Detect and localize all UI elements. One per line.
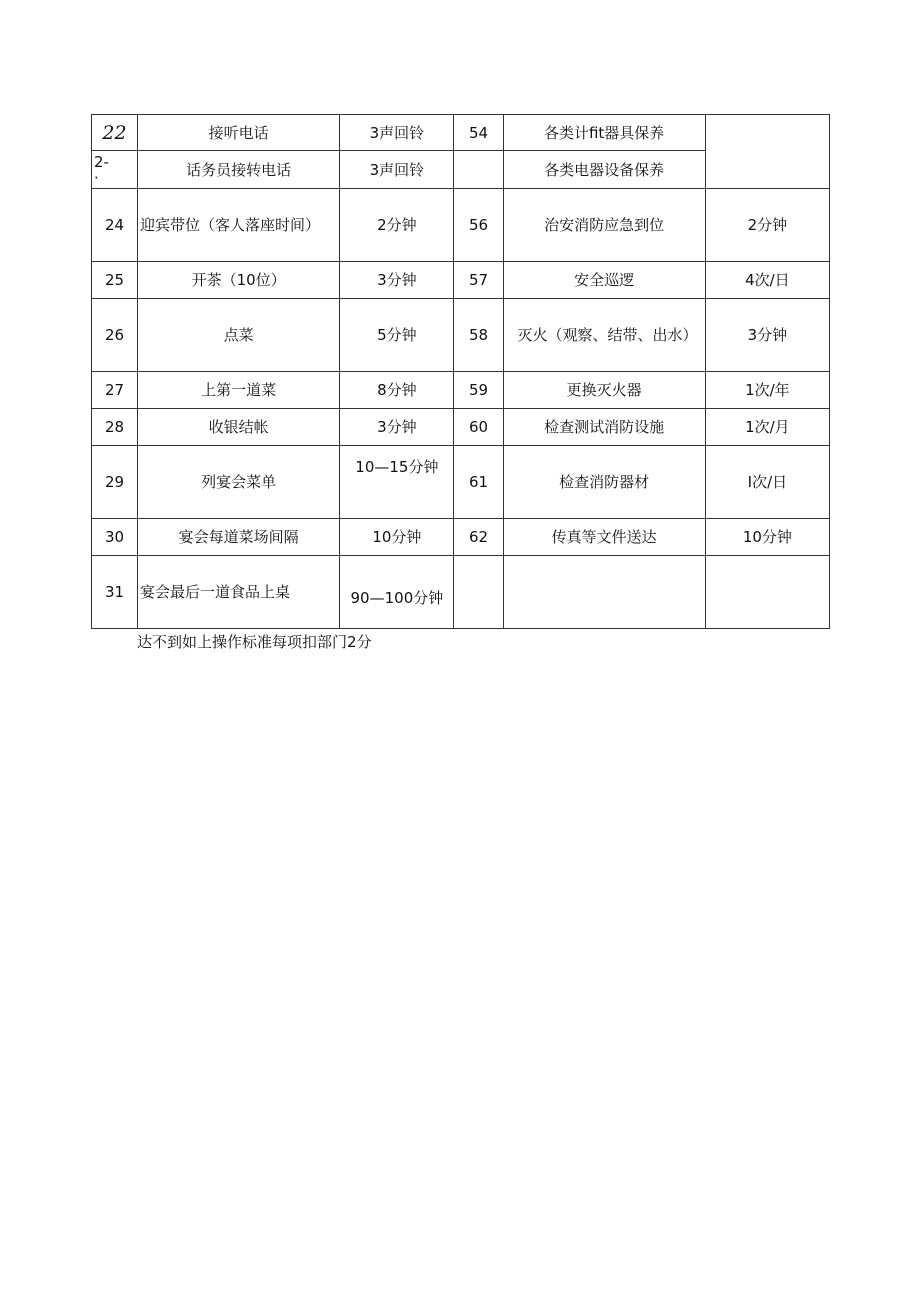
item-number: 25: [92, 262, 138, 299]
item-name: 迎宾带位（客人落座时间）: [138, 189, 340, 262]
item-number: 29: [92, 446, 138, 519]
item-name: 检查消防器材: [503, 446, 705, 519]
item-standard: 8分钟: [340, 372, 454, 409]
item-name: 列宴会菜单: [138, 446, 340, 519]
item-standard: 2分钟: [340, 189, 454, 262]
item-name: 宴会最后一道食品上桌: [138, 556, 340, 629]
item-name: 更换灭火器: [503, 372, 705, 409]
table-row: [92, 189, 830, 262]
item-number: 60: [454, 409, 503, 446]
service-standard-table: [91, 114, 830, 629]
item-standard: 10分钟: [340, 519, 454, 556]
item-standard: 5分钟: [340, 299, 454, 372]
item-standard: I次/日: [705, 446, 829, 519]
item-standard: 3分钟: [340, 262, 454, 299]
item-standard: 10分钟: [705, 519, 829, 556]
item-standard: 2分钟: [705, 189, 829, 262]
penalty-note: 达不到如上操作标准每项扣部门2分: [137, 633, 372, 651]
item-name: 各类计fit器具保养: [503, 115, 705, 151]
item-name: 收银结帐: [138, 409, 340, 446]
item-standard: [705, 556, 829, 629]
item-number: 31: [92, 556, 138, 629]
item-standard: 1次/年: [705, 372, 829, 409]
item-number: 24: [92, 189, 138, 262]
item-name: 安全巡逻: [503, 262, 705, 299]
item-name: 点菜: [138, 299, 340, 372]
item-standard: 3声回铃: [340, 151, 454, 189]
table-row: [92, 299, 830, 372]
item-number: 26: [92, 299, 138, 372]
table-row: [92, 115, 830, 151]
item-number: 54: [454, 115, 503, 151]
table-row: [92, 372, 830, 409]
item-name: [503, 556, 705, 629]
item-name: 接听电话: [138, 115, 340, 151]
item-name: 治安消防应急到位: [503, 189, 705, 262]
item-number: 57: [454, 262, 503, 299]
item-standard: 3分钟: [705, 299, 829, 372]
item-number: 59: [454, 372, 503, 409]
item-number: 61: [454, 446, 503, 519]
item-name: 宴会每道菜场间隔: [138, 519, 340, 556]
item-number: 62: [454, 519, 503, 556]
item-name: 各类电器设备保养: [503, 151, 705, 189]
item-number: 22: [92, 115, 138, 151]
item-standard: 4次/日: [705, 262, 829, 299]
table-row: [92, 409, 830, 446]
item-name: 灭火（观察、结带、出水）: [503, 299, 705, 372]
item-standard: [705, 115, 829, 189]
item-number: 2- ·: [92, 151, 138, 189]
item-name: 传真等文件送达: [503, 519, 705, 556]
item-number: 27: [92, 372, 138, 409]
table-row: [92, 519, 830, 556]
table-row: [92, 262, 830, 299]
item-name: 上第一道菜: [138, 372, 340, 409]
item-name: 开茶（10位）: [138, 262, 340, 299]
item-number: 56: [454, 189, 503, 262]
item-standard: 3分钟: [340, 409, 454, 446]
item-number: [454, 556, 503, 629]
item-number: [454, 151, 503, 189]
item-name: 检查测试消防设施: [503, 409, 705, 446]
item-number: 28: [92, 409, 138, 446]
item-name: 话务员接转电话: [138, 151, 340, 189]
item-number: 58: [454, 299, 503, 372]
table-row: [92, 556, 830, 629]
item-number: 30: [92, 519, 138, 556]
item-standard: 3声回铃: [340, 115, 454, 151]
item-standard: 90—100分钟: [340, 556, 454, 629]
item-standard: 1次/月: [705, 409, 829, 446]
item-standard: 10—15分钟: [340, 446, 454, 519]
table-row: [92, 446, 830, 519]
